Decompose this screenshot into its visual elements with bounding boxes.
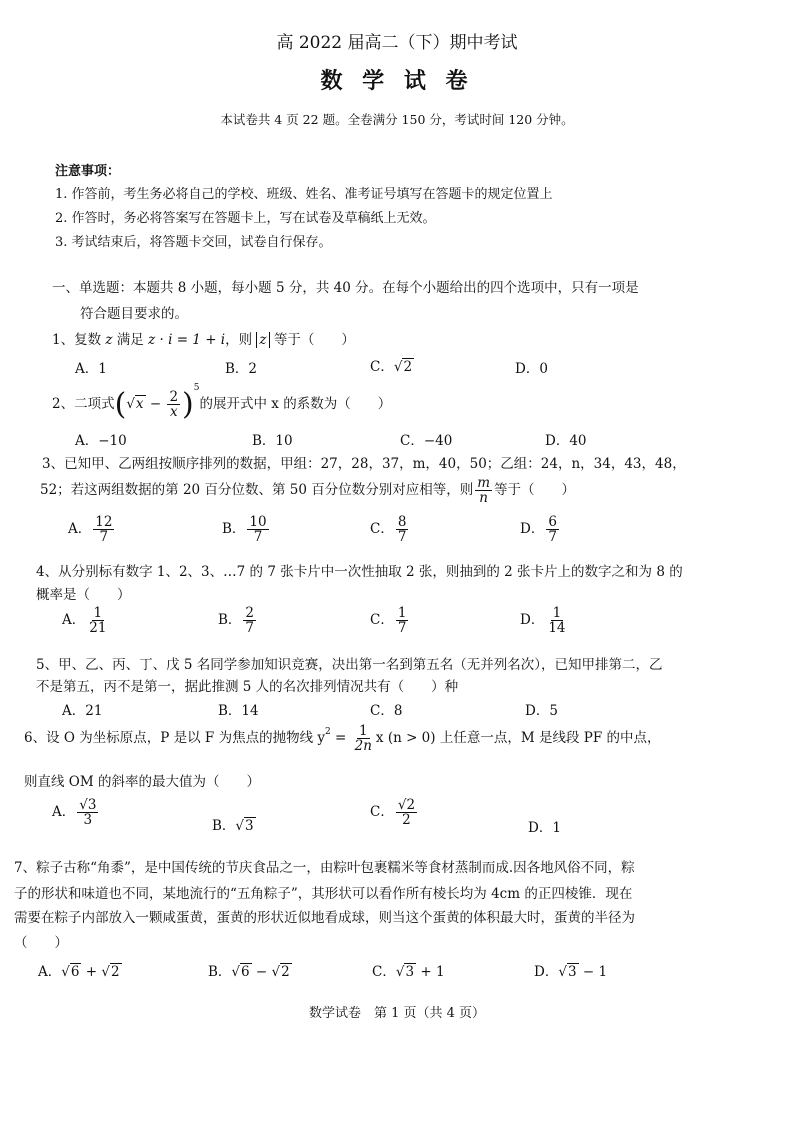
page-footer: 数学试卷 第 1 页（共 4 页） [308, 1006, 486, 1021]
q3-option-b: B． $\frac{10}{7}$ [222, 514, 267, 546]
q4-option-d: D． $\frac{1}{14}$ [520, 605, 566, 637]
q1-option-b: B．2 [225, 361, 258, 377]
q5-option-d: D．5 [525, 703, 558, 719]
exam-intro: 本试卷共 4 页 22 题。全卷满分 150 分，考试时间 120 分钟。 [220, 112, 574, 127]
q5-option-b: B．14 [218, 703, 259, 719]
q2-option-c: C．−40 [400, 433, 453, 449]
notes-heading: 注意事项： [55, 164, 121, 179]
question-1: 1、复数 z 满足 z · i = 1 + i，则 z 等于（ ） [52, 332, 355, 348]
q4-option-c: C． $\frac{1}{7}$ [370, 605, 407, 637]
q7-option-d: D．√3 − 1 [534, 964, 608, 980]
q3-option-d: D． $\frac{6}{7}$ [520, 514, 557, 546]
question-6-line-2: 则直线 OM 的斜率的最大值为（ ） [24, 774, 260, 790]
q1-option-c: C．√2 [370, 359, 413, 375]
question-6-line-1: 6、设 O 为坐标原点，P 是以 F 为焦点的抛物线 $y^2$ = $\frac{1}{2n}$ x (n > 0) 上任意一点，M 是线段 PF 的中点， [24, 723, 661, 755]
note-item-2: 2. 作答时，务必将答案写在答题卡上，写在试卷及草稿纸上无效。 [55, 211, 436, 226]
q3-option-c: C． $\frac{8}{7}$ [370, 514, 407, 546]
q4-option-b: B． $\frac{2}{7}$ [218, 605, 255, 637]
question-7-line-3: 需要在粽子内部放入一颗咸蛋黄，蛋黄的形状近似地看成球，则当这个蛋黄的体积最大时，蛋黄的半径为 [14, 910, 635, 926]
question-7-line-1: 7、粽子古称“角黍”，是中国传统的节庆食品之一，由粽叶包裹糯米等食材蒸制而成.因各地风俗不同，粽 [14, 860, 635, 876]
q5-option-a: A．21 [62, 703, 103, 719]
q7-option-a: A．√6 + √2 [38, 964, 120, 980]
question-5-line-2: 不是第五，丙不是第一，据此推测 5 人的名次排列情况共有（ ）种 [36, 679, 459, 695]
q3-option-a: A． $\frac{12}{7}$ [68, 514, 113, 546]
q6-option-d: D．1 [528, 820, 561, 836]
question-2: 2、二项式(√x − $\frac{2}{x}$ )$^5$的展开式中 x 的系数为（ ） [52, 383, 392, 422]
note-item-1: 1. 作答前，考生务必将自己的学校、班级、姓名、准考证号填写在答题卡的规定位置上 [55, 187, 553, 202]
question-4-line-2: 概率是（ ） [36, 587, 131, 603]
question-4-line-1: 4、从分别标有数字 1、2、3、…7 的 7 张卡片中一次性抽取 2 张，则抽到的 2 张卡片上的数字之和为 8 的 [36, 564, 683, 580]
q4-option-a: A． $\frac{1}{21}$ [62, 605, 107, 637]
q1-option-d: D．0 [515, 361, 548, 377]
question-7-line-4: （ ） [14, 935, 68, 951]
question-3-line-2: 52；若这两组数据的第 20 百分位数、第 50 百分位数分别对应相等，则 $\frac{m}{n}$ 等于（ ） [40, 475, 576, 507]
q5-option-c: C．8 [370, 703, 403, 719]
section1-instruction-1: 一、单选题：本题共 8 小题，每小题 5 分，共 40 分。在每个小题给出的四个选项中，只有一项是 [52, 280, 639, 296]
q7-option-b: B．√6 − √2 [208, 964, 290, 980]
q2-option-a: A．−10 [75, 433, 127, 449]
question-3-line-1: 3、已知甲、乙两组按顺序排列的数据，甲组：27，28，37，m，40，50；乙组：24，n，34，43，48， [42, 456, 686, 472]
subject-title: 数 学 试 卷 [320, 68, 474, 94]
q7-option-c: C．√3 + 1 [372, 964, 445, 980]
q6-option-c: C． $\frac{√2}{2}$ [370, 797, 416, 829]
question-7-line-2: 子的形状和味道也不同，某地流行的“五角粽子”，其形状可以看作所有棱长均为 4cm 的正四棱锥．现在 [14, 886, 633, 902]
q2-option-b: B．10 [252, 433, 293, 449]
note-item-3: 3. 考试结束后，将答题卡交回，试卷自行保存。 [55, 235, 332, 250]
q1-option-a: A．1 [75, 361, 107, 377]
question-5-line-1: 5、甲、乙、丙、丁、戊 5 名同学参加知识竞赛，决出第一名到第五名（无并列名次），已知甲排第二，乙 [36, 657, 663, 673]
exam-title: 高 2022 届高二（下）期中考试 [276, 33, 518, 53]
q6-option-a: A． $\frac{√3}{3}$ [52, 797, 97, 829]
section1-instruction-2: 符合题目要求的。 [80, 306, 188, 322]
q2-option-d: D．40 [545, 433, 587, 449]
q6-option-b: B．√3 [212, 818, 254, 834]
